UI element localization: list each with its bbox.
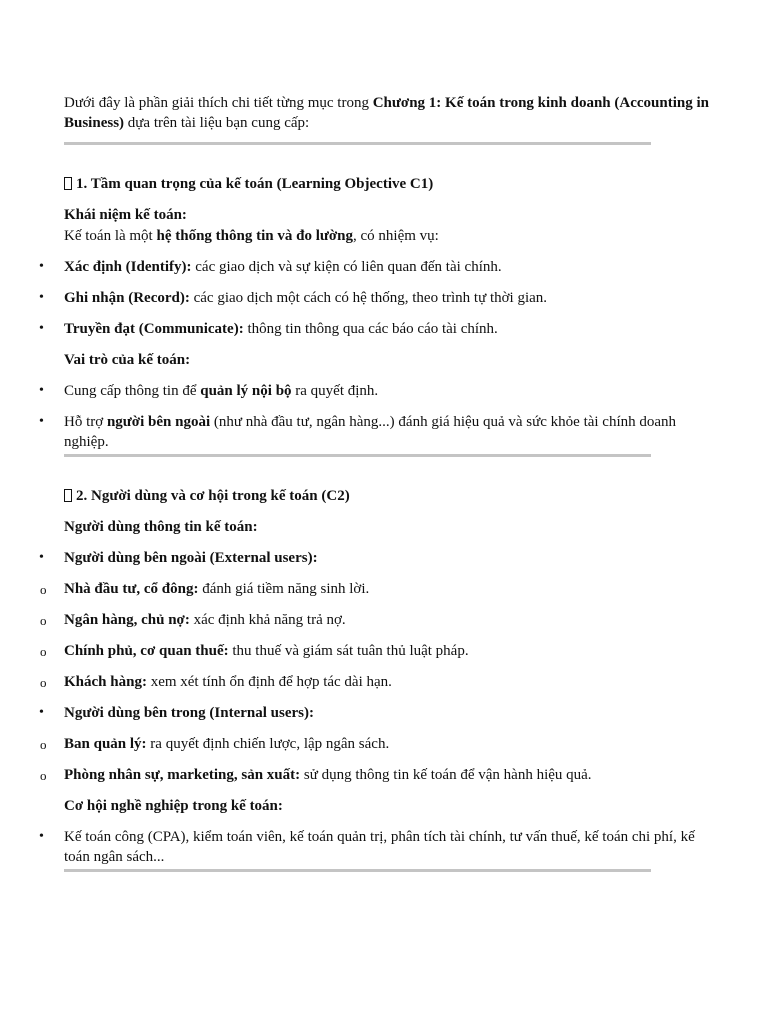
role-title: Vai trò của kế toán: [64, 352, 191, 368]
document-body [39, 93, 724, 872]
sub-list-item: o Ban quản lý: ra quyết định chiến lược, lập ngân sách. [40, 736, 390, 752]
sub-list-item: o Chính phủ, cơ quan thuế: thu thuế và giám sát tuân thủ luật pháp. [40, 643, 469, 659]
missing-glyph-icon [64, 177, 72, 190]
list-item: • Xác định (Identify): các giao dịch và sự kiện có liên quan đến tài chính. [39, 259, 502, 275]
divider [64, 142, 651, 145]
section-2-heading: 2. Người dùng và cơ hội trong kế toán (C2) [64, 486, 724, 506]
list-item: • Hỗ trợ người bên ngoài (như nhà đầu tư, ngân hàng...) đánh giá hiệu quả và sức khỏe tài chính doanh nghiệp. [39, 414, 677, 450]
list-item: • Người dùng bên trong (Internal users): [39, 705, 314, 721]
list-item: • Ghi nhận (Record): các giao dịch một cách có hệ thống, theo trình tự thời gian. [39, 290, 548, 306]
list-item: • Kế toán công (CPA), kiểm toán viên, kế toán quản trị, phân tích tài chính, tư vấn thuế, kế toán chi phí, kế toán ngân sách... [39, 829, 695, 865]
sub-list-item: o Phòng nhân sự, marketing, sản xuất: sử dụng thông tin kế toán để vận hành hiệu quả. [40, 767, 592, 783]
intro-paragraph: Dưới đây là phần giải thích chi tiết từng mục trong Chương 1: Kế toán trong kinh doanh (Accounting in Business) dựa trên tài liệu bạn cung cấp: [64, 95, 709, 131]
list-item: • Cung cấp thông tin để quản lý nội bộ ra quyết định. [39, 383, 379, 399]
career-title: Cơ hội nghề nghiệp trong kế toán: [64, 798, 283, 814]
sub-list-item: o Ngân hàng, chủ nợ: xác định khả năng trả nợ. [40, 612, 346, 628]
sub-list-item: o Nhà đầu tư, cổ đông: đánh giá tiềm năng sinh lời. [40, 581, 370, 597]
divider [64, 454, 651, 457]
list-item: • Người dùng bên ngoài (External users): [39, 550, 318, 566]
concept-text: Kế toán là một hệ thống thông tin và đo lường, có nhiệm vụ: [64, 228, 439, 244]
section-1-heading: 1. Tầm quan trọng của kế toán (Learning Objective C1) [64, 174, 724, 194]
list-item: • Truyền đạt (Communicate): thông tin thông qua các báo cáo tài chính. [39, 321, 498, 337]
sub-list-item: o Khách hàng: xem xét tính ổn định để hợp tác dài hạn. [40, 674, 392, 690]
divider [64, 869, 651, 872]
concept-title: Khái niệm kế toán: [64, 207, 187, 223]
users-title: Người dùng thông tin kế toán: [64, 519, 258, 535]
missing-glyph-icon [64, 489, 72, 502]
